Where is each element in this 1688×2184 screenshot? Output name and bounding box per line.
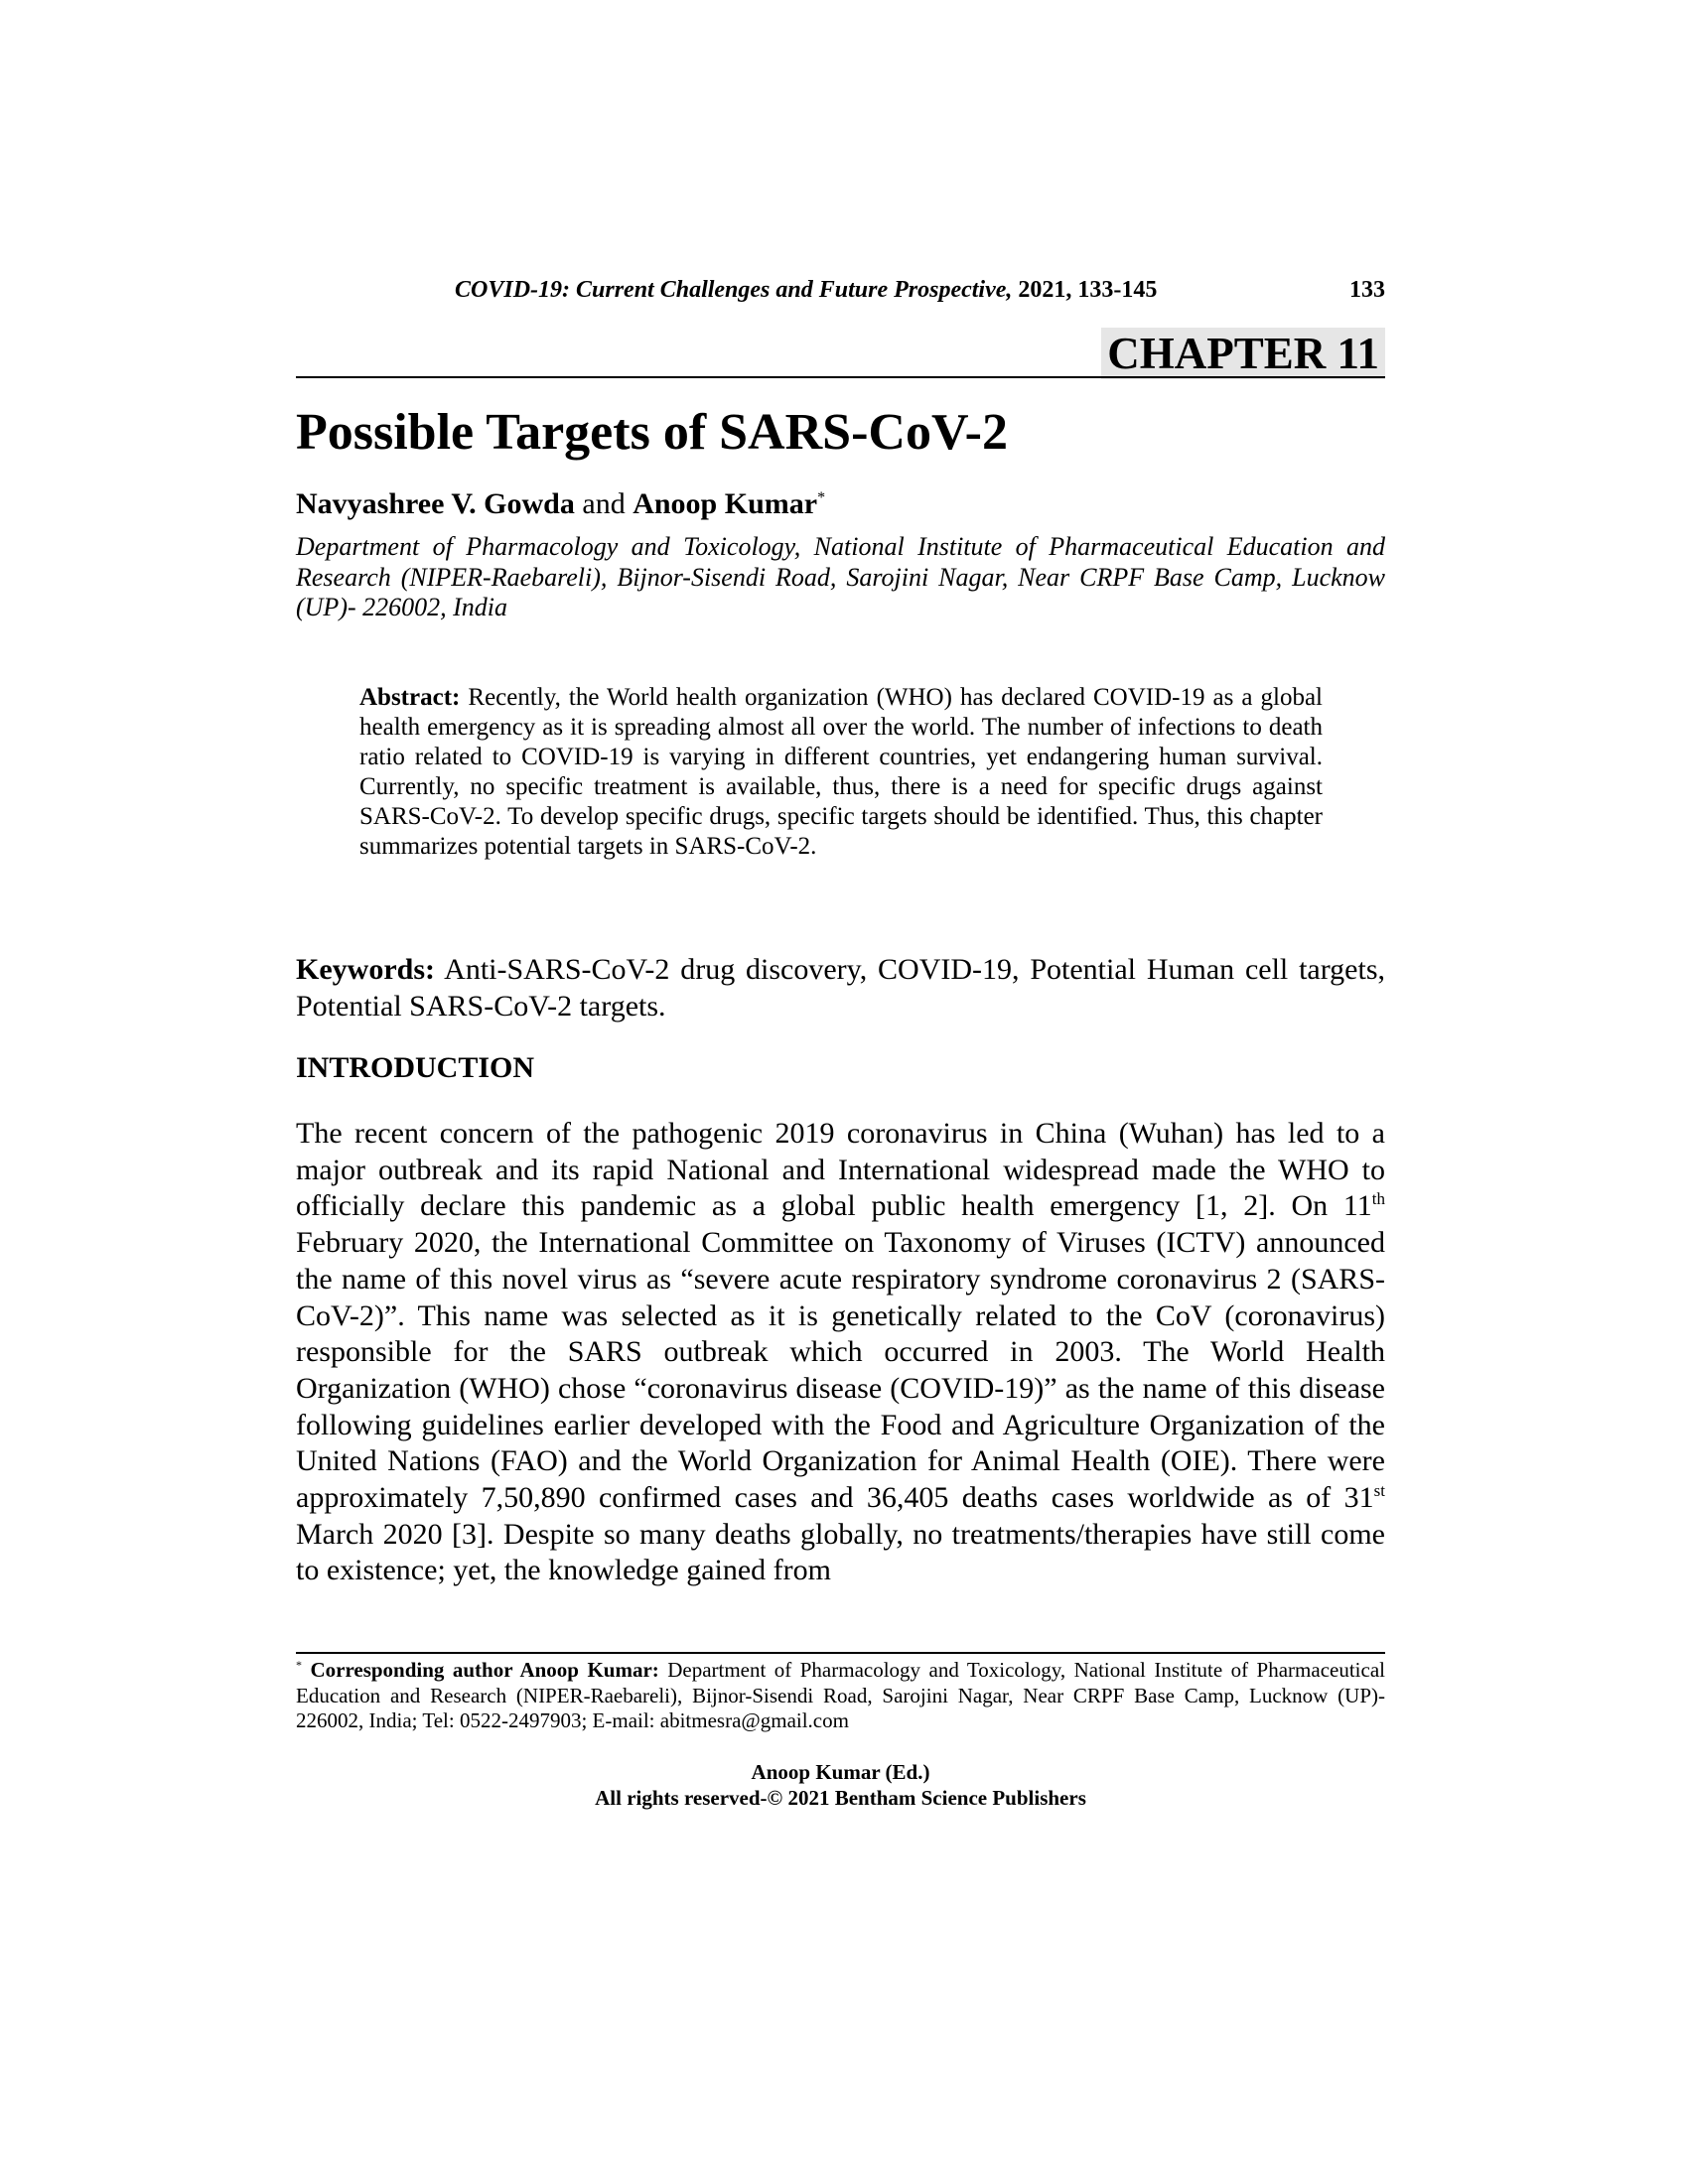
abstract-text: Recently, the World health organization (WHO) has declared COVID-19 as a global health emergency as it is spreading almost all over the world. The number of infections to death ratio related to COVID-19 is varying in different countries, yet endangering human survival. Currently, no specific treatment is available, thus, there is a need for specific drugs against SARS-CoV-2. To develop specific drugs, specific targets should be identified. Thus, this chapter summarizes potential targets in SARS-CoV-2.: [359, 684, 1323, 860]
footnote-label: Corresponding author Anoop Kumar:: [302, 1658, 659, 1682]
author-connector: and: [574, 487, 633, 520]
abstract-label: Abstract:: [359, 684, 461, 711]
chapter-divider: [296, 376, 1385, 378]
page-number: 133: [1349, 277, 1385, 303]
paragraph-text: February 2020, the International Committee on Taxonomy of Viruses (ICTV) announced the name of this novel virus as “severe acute respiratory syndrome coronavirus 2 (SARS-CoV-2)”. This name was selected as it is genetically related to the CoV (coronavirus) responsible for the SARS outbreak which occurred in 2003. The World Health Organization (WHO) chose “coronavirus disease (COVID-19)” as the name of this disease following guidelines earlier developed with the Food and Agriculture Organization of the United Nations (FAO) and the World Organization for Animal Health (OIE). There were approximately 7,50,890 confirmed cases and 36,405 deaths cases worldwide as of 31: [296, 1226, 1385, 1515]
journal-title: COVID-19: Current Challenges and Future Prospective,: [455, 277, 1013, 303]
ordinal-suffix: th: [1371, 1189, 1385, 1209]
footnote: [296, 1658, 1385, 1734]
footnote-mark: *: [296, 1658, 302, 1672]
keywords-text: Anti-SARS-CoV-2 drug discovery, COVID-19, Potential Human cell targets, Potential SARS-CoV-2 targets.: [296, 953, 1385, 1023]
chapter-title: Possible Targets of SARS-CoV-2: [296, 404, 1008, 461]
introduction-paragraph: [296, 1116, 1385, 1589]
paragraph-text: March 2020 [3]. Despite so many deaths globally, no treatments/therapies have still come to existence; yet, the knowledge gained from: [296, 1517, 1385, 1587]
abstract: [359, 683, 1323, 862]
journal-year-pages: 2021, 133-145: [1012, 277, 1158, 303]
ordinal-suffix: st: [1373, 1481, 1385, 1501]
keywords: [296, 951, 1385, 1024]
paragraph-text: The recent concern of the pathogenic 2019 coronavirus in China (Wuhan) has led to a major outbreak and its rapid National and International widespread made the WHO to officially declare this pandemic as a global public health emergency [1, 2]. On 11: [296, 1117, 1385, 1223]
author-line: [296, 486, 825, 522]
footnote-divider: [296, 1652, 1385, 1654]
author-name: Anoop Kumar: [633, 487, 818, 520]
page-footer: [296, 1759, 1385, 1811]
author-name: Navyashree V. Gowda: [296, 487, 575, 520]
corresponding-mark: *: [817, 489, 826, 506]
journal-citation: [455, 276, 1157, 304]
author-affiliation: Department of Pharmacology and Toxicology, National Institute of Pharmaceutical Education and Research (NIPER-Raebareli), Bijnor-Sisendi Road, Sarojini Nagar, Near CRPF Base Camp, Lucknow (UP)- 226002, India: [296, 532, 1385, 621]
footer-copyright: All rights reserved-© 2021 Bentham Science Publishers: [595, 1786, 1086, 1810]
footer-editor: Anoop Kumar (Ed.): [751, 1760, 930, 1784]
footnote-text: Department of Pharmacology and Toxicology, National Institute of Pharmaceutical Education and Research (NIPER-Raebareli), Bijnor-Sisendi Road, Sarojini Nagar, Near CRPF Base Camp, Lucknow (UP)- 226002, India; Tel: 0522-2497903; E-mail: abitmesra@gmail.com: [296, 1658, 1385, 1732]
section-heading: INTRODUCTION: [296, 1051, 535, 1084]
chapter-label: CHAPTER 11: [1101, 328, 1385, 379]
keywords-label: Keywords:: [296, 953, 435, 986]
